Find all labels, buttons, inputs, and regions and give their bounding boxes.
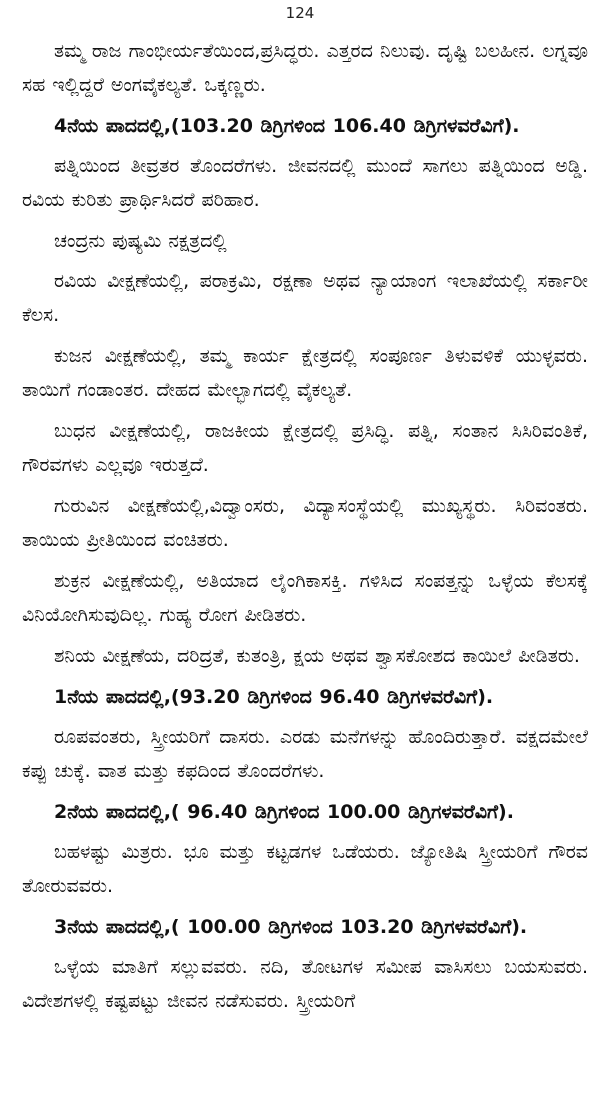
pada-2-paragraph: ಬಹಳಷ್ಟು ಮಿತ್ರರು. ಭೂ ಮತ್ತು ಕಟ್ಟಡಗಳ ಒಡೆಯರು. ಜ್ಯೋತಿಷಿ ಸ್ತ್ರೀಯರಿಗೆ ಗೌರವ ತೋರುವವರು. bbox=[22, 841, 588, 897]
budha-aspect-paragraph: ಬುಧನ ವೀಕ್ಷಣೆಯಲ್ಲಿ, ರಾಜಕೀಯ ಕ್ಷೇತ್ರದಲ್ಲಿ ಪ್ರಸಿದ್ಧಿ. ಪತ್ನಿ, ಸಂತಾನ ಸಿಸಿರಿವಂತಿಕೆ, ಗೌರವಗಳು ಎಲ್ಲವೂ ಇರುತ್ತದೆ. bbox=[22, 420, 588, 476]
page-body bbox=[22, 34, 588, 1025]
pada-2-heading: 2ನೆಯ ಪಾದದಲ್ಲಿ,( 96.40 ಡಿಗ್ರಿಗಳಿಂದ 100.00 ಡಿಗ್ರಿಗಳವರೆವಿಗೆ). bbox=[54, 801, 514, 823]
shani-aspect-paragraph: ಶನಿಯ ವೀಕ್ಷಣೆಯ, ದರಿದ್ರತೆ, ಕುತಂತ್ರಿ, ಕ್ಷಯ ಅಥವ ಶ್ವಾಸಕೋಶದ ಕಾಯಿಲೆ ಪೀಡಿತರು. bbox=[54, 645, 580, 667]
guru-aspect-paragraph: ಗುರುವಿನ ವೀಕ್ಷಣೆಯಲ್ಲಿ,ವಿದ್ವಾಂಸರು, ವಿದ್ಯಾಸಂಸ್ಥೆಯಲ್ಲಿ ಮುಖ್ಯಸ್ಥರು. ಸಿರಿವಂತರು. ತಾಯಿಯ ಪ್ರೀತಿಯಿಂದ ವಂಚಿತರು. bbox=[22, 495, 588, 551]
paragraph-3: ಪತ್ನಿಯಿಂದ ತೀವ್ರತರ ತೊಂದರೆಗಳು. ಜೀವನದಲ್ಲಿ ಮುಂದೆ ಸಾಗಲು ಪತ್ನಿಯಿಂದ ಅಡ್ಡಿ. ರವಿಯ ಕುರಿತು ಪ್ರಾರ್ಥಿಸಿದರೆ ಪರಿಹಾರ. bbox=[22, 155, 588, 211]
pada-4-heading: 4ನೆಯ ಪಾದದಲ್ಲಿ,(103.20 ಡಿಗ್ರಿಗಳಿಂದ 106.40 ಡಿಗ್ರಿಗಳವರೆವಿಗೆ). bbox=[54, 115, 520, 137]
pada-1-heading: 1ನೆಯ ಪಾದದಲ್ಲಿ,(93.20 ಡಿಗ್ರಿಗಳಿಂದ 96.40 ಡಿಗ್ರಿಗಳವರೆವಿಗೆ). bbox=[54, 686, 494, 708]
pada-1-paragraph: ರೂಪವಂತರು, ಸ್ತ್ರೀಯರಿಗೆ ದಾಸರು. ಎರಡು ಮನೆಗಳನ್ನು ಹೊಂದಿರುತ್ತಾರೆ. ವಕ್ಷದಮೇಲೆ ಕಪ್ಪು ಚುಕ್ಕೆ. ವಾತ ಮತ್ತು ಕಫದಿಂದ ತೊಂದರೆಗಳು. bbox=[22, 726, 588, 782]
pada-3-heading: 3ನೆಯ ಪಾದದಲ್ಲಿ,( 100.00 ಡಿಗ್ರಿಗಳಿಂದ 103.20 ಡಿಗ್ರಿಗಳವರೆವಿಗೆ). bbox=[54, 916, 528, 938]
paragraph-1: ತಮ್ಮ ರಾಜ ಗಾಂಭೀರ್ಯತೆಯಿಂದ,ಪ್ರಸಿದ್ಧರು. ಎತ್ತರದ ನಿಲುವು. ದೃಷ್ಟಿ ಬಲಹೀನ. ಲಗ್ನವೂ ಸಹ ಇಲ್ಲಿದ್ದರೆ ಅಂಗವೈಕಲ್ಯತೆ. ಒಕ್ಕಣ್ಣರು. bbox=[22, 40, 588, 96]
shukra-aspect-paragraph: ಶುಕ್ರನ ವೀಕ್ಷಣೆಯಲ್ಲಿ, ಅತಿಯಾದ ಲೈಂಗಿಕಾಸಕ್ತಿ. ಗಳಿಸಿದ ಸಂಪತ್ತನ್ನು ಒಳ್ಳೆಯ ಕೆಲಸಕ್ಕೆ ವಿನಿಯೋಗಿಸುವುದಿಲ್ಲ. ಗುಹ್ಯ ರೋಗ ಪೀಡಿತರು. bbox=[22, 570, 588, 626]
kuja-aspect-paragraph: ಕುಜನ ವೀಕ್ಷಣೆಯಲ್ಲಿ, ತಮ್ಮ ಕಾರ್ಯ ಕ್ಷೇತ್ರದಲ್ಲಿ ಸಂಪೂರ್ಣ ತಿಳುವಳಿಕೆ ಯುಳ್ಳವರು. ತಾಯಿಗೆ ಗಂಡಾಂತರ. ದೇಹದ ಮೇಲ್ಭಾಗದಲ್ಲಿ ವೈಕಲ್ಯತೆ. bbox=[22, 345, 588, 401]
ravi-aspect-paragraph: ರವಿಯ ವೀಕ್ಷಣೆಯಲ್ಲಿ, ಪರಾಕ್ರಮಿ, ರಕ್ಷಣಾ ಅಥವ ನ್ಯಾಯಾಂಗ ಇಲಾಖೆಯಲ್ಲಿ ಸರ್ಕಾರೀ ಕೆಲಸ. bbox=[22, 270, 588, 326]
page-number: 124 bbox=[285, 4, 315, 22]
pada-3-paragraph: ಒಳ್ಳೆಯ ಮಾತಿಗೆ ಸಲ್ಲುವವರು. ನದಿ, ತೋಟಗಳ ಸಮೀಪ ವಾಸಿಸಲು ಬಯಸುವರು. ವಿದೇಶಗಳಲ್ಲಿ ಕಷ್ಟಪಟ್ಟು ಜೀವನ ನಡೆಸುವರು. ಸ್ತ್ರೀಯರಿಗೆ bbox=[22, 956, 588, 1012]
pushyami-heading: ಚಂದ್ರನು ಪುಷ್ಯಮಿ ನಕ್ಷತ್ರದಲ್ಲಿ bbox=[54, 230, 227, 252]
